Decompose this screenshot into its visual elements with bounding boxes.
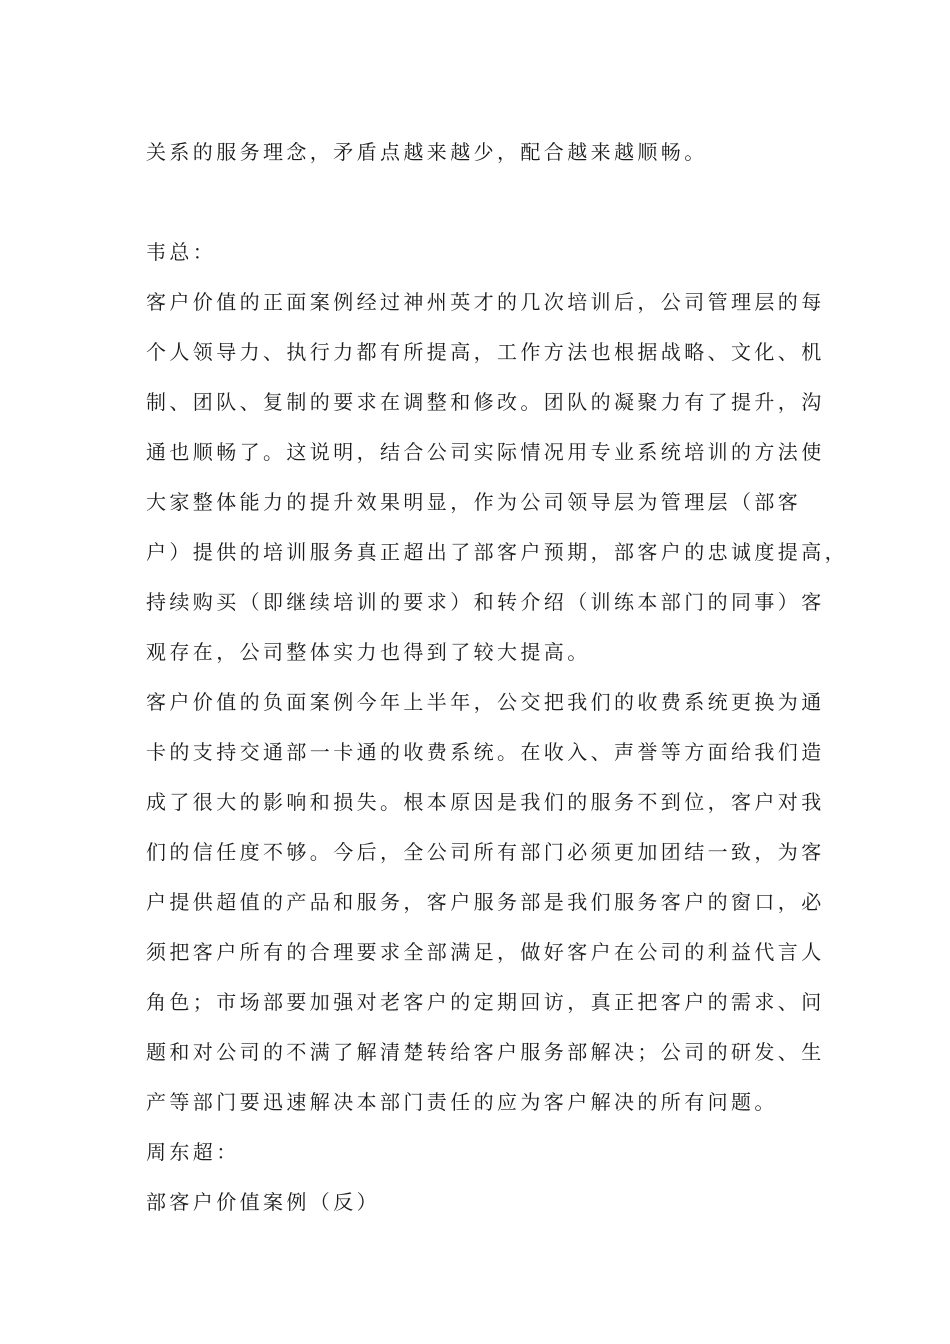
text-line-4: 个人领导力、执行力都有所提高，工作方法也根据战略、文化、机 — [146, 340, 825, 364]
text-line-18: 题和对公司的不满了解清楚转给客户服务部解决；公司的研发、生 — [146, 1040, 825, 1064]
text-line-6: 通也顺畅了。这说明，结合公司实际情况用专业系统培训的方法使 — [146, 440, 825, 464]
text-line-17: 角色；市场部要加强对老客户的定期回访，真正把客户的需求、问 — [146, 990, 825, 1014]
text-line-15: 户提供超值的产品和服务，客户服务部是我们服务客户的窗口，必 — [146, 890, 825, 914]
text-line-14: 们的信任度不够。今后，全公司所有部门必须更加团结一致，为客 — [146, 840, 825, 864]
text-line-19: 产等部门要迅速解决本部门责任的应为客户解决的所有问题。 — [146, 1090, 778, 1114]
speaker-wei: 韦总： — [146, 240, 217, 264]
text-line-3: 客户价值的正面案例经过神州英才的几次培训后，公司管理层的每 — [146, 290, 825, 314]
text-line-8: 户）提供的培训服务真正超出了部客户预期，部客户的忠诚度提高， — [146, 540, 848, 564]
text-line-7: 大家整体能力的提升效果明显，作为公司领导层为管理层（部客 — [146, 490, 802, 514]
text-line-12: 卡的支持交通部一卡通的收费系统。在收入、声誉等方面给我们造 — [146, 740, 825, 764]
text-line-11: 客户价值的负面案例今年上半年，公交把我们的收费系统更换为通 — [146, 690, 825, 714]
text-line-16: 须把客户所有的合理要求全部满足，做好客户在公司的利益代言人 — [146, 940, 825, 964]
text-line-13: 成了很大的影响和损失。根本原因是我们的服务不到位，客户对我 — [146, 790, 825, 814]
text-line-9: 持续购买（即继续培训的要求）和转介绍（训练本部门的同事）客 — [146, 590, 825, 614]
section-heading: 部客户价值案例（反） — [146, 1190, 380, 1214]
text-line-5: 制、团队、复制的要求在调整和修改。团队的凝聚力有了提升，沟 — [146, 390, 825, 414]
text-line-10: 观存在，公司整体实力也得到了较大提高。 — [146, 640, 591, 664]
speaker-zhou: 周东超： — [146, 1140, 240, 1164]
text-line-1: 关系的服务理念，矛盾点越来越少，配合越来越顺畅。 — [146, 140, 708, 164]
